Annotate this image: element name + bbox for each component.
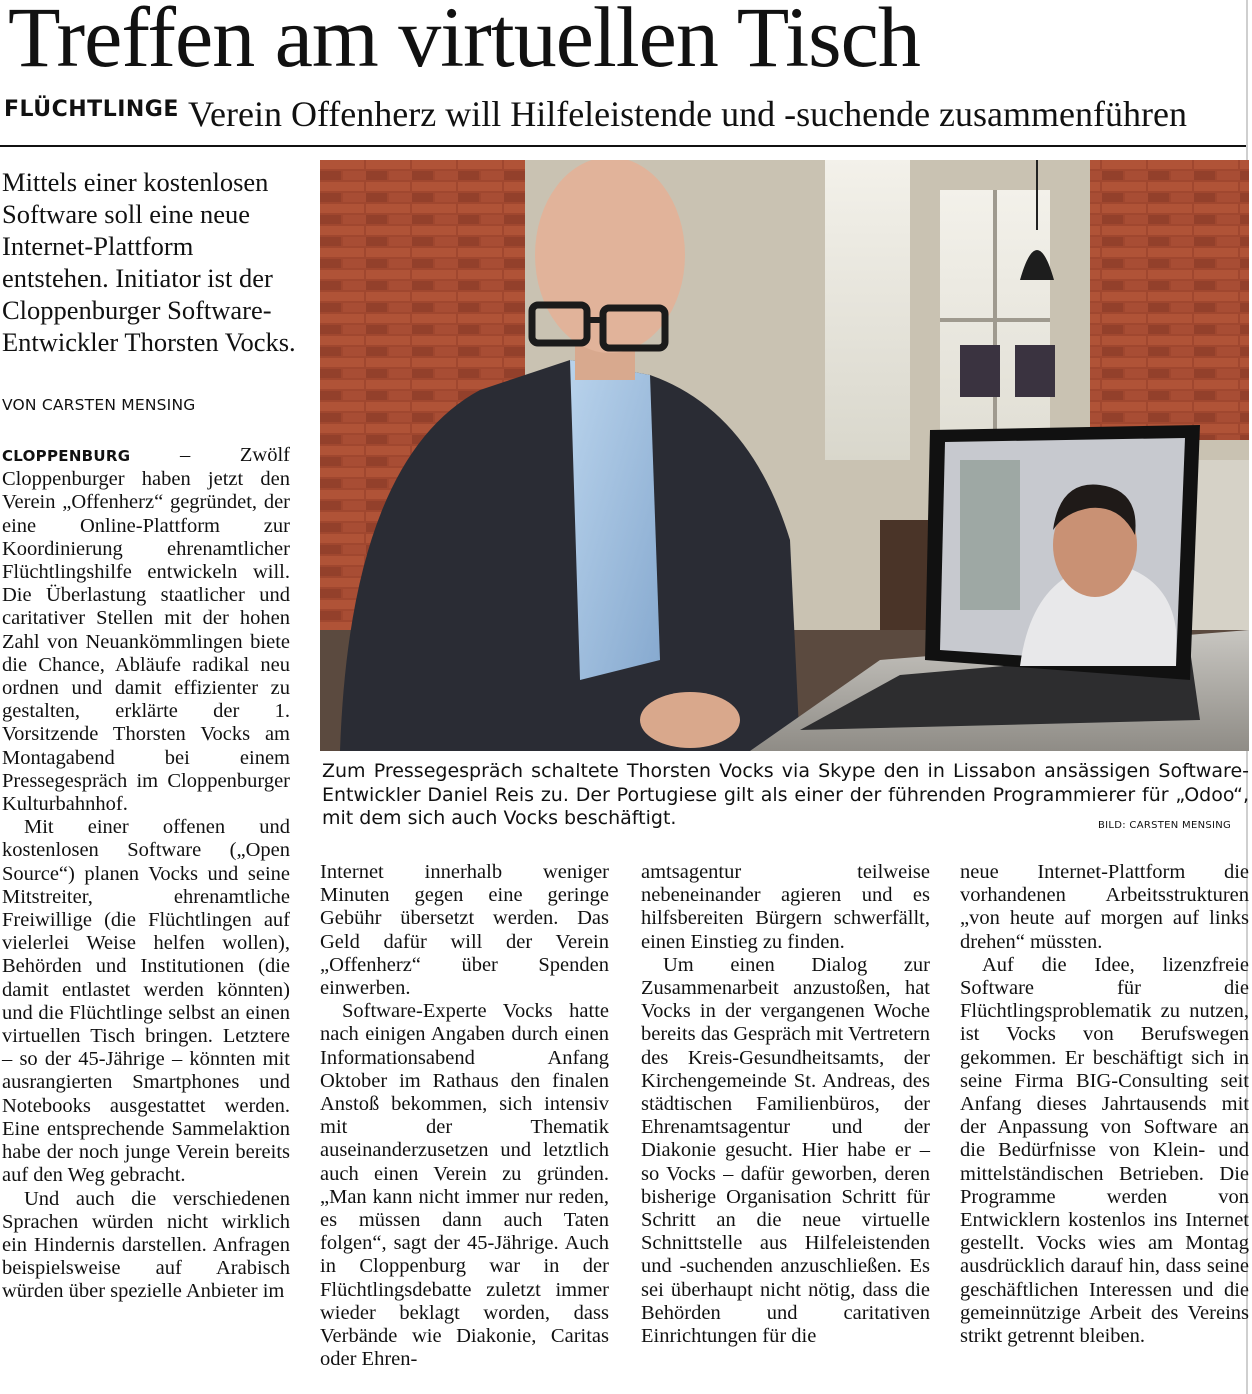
photo-credit: BILD: CARSTEN MENSING [1098,820,1232,831]
paragraph: Mit einer offenen und kostenlosen Software („Open Source“) planen Vocks und seine Mitstreiter, ehrenamtliche Freiwillige (die Flüchtlingen auf vielerlei Weise helfen wollen), Behörden und Institutionen (die damit entlastet werden könnten) und die Flüchtlinge selbst an einen virtuellen Tisch bringen. Letztere – so der 45-Jährige – könnten mit ausrangierten Smartphones und Notebooks ausgestattet werden. Eine entsprechende Sammelaktion habe der noch junge Verein bereits auf den Weg gebracht. [2,816,290,1187]
kicker: FLÜCHTLINGE [4,97,179,122]
headline: Treffen am virtuellen Tisch [8,0,920,85]
paragraph: Auf die Idee, lizenzfreie Software für die Flüchtlingsproblematik zu nutzen, ist Vocks von Berufswegen gekommen. Er beschäftigt sich in seine Firma BIG-Consulting seit Anfang dieses Jahrtausends mit der Anpassung von Software an die Bedürfnisse von Klein- und mittelständischen Betrieben. Die Programme werden von Entwicklern kostenlos ins Internet gestellt. Vocks wies am Montag ausdrücklich darauf hin, dass seine geschäftlichen Interessen und die gemeinnützige Arbeit des Vereins strikt getrennt bleiben. [960,953,1249,1348]
paragraph-text: – Zwölf Cloppenburger haben jetzt den Verein „Offenherz“ gegründet, der eine Online-Plattform zur Koordinierung ehrenamtlicher Flüchtlingshilfe entwickeln will. Die Überlastung staatlicher und caritativer Stellen mit der hohen Zahl von Neuankömmlingen biete die Chance, Abläufe radikal neu ordnen und damit effizienter zu gestalten, erklärte der 1. Vorsitzende Thorsten Vocks am Montagabend bei einem Pressegespräch im Cloppenburger Kulturbahnhof. [2,444,290,816]
header-rule [0,145,1246,147]
paragraph: Um einen Dialog zur Zusammenarbeit anzustoßen, hat Vocks in der vergangenen Woche bereits das Gespräch mit Vertretern des Kreis-Gesundheitsamts, der Kirchengemeinde St. Andreas, des städtischen Familienbüros, der Ehrenamtsagentur und der Diakonie gesucht. Hier habe er – so Vocks – dafür geworben, deren bisherige Organisation Schritt für Schritt an die neue virtuelle Schnittstelle aus Hilfeleistenden und -suchenden anzuschließen. Es sei überhaupt nicht nötig, dass die Behörden und caritativen Einrichtungen für die [641,953,930,1348]
teaser: Mittels einer kostenlosen Software soll eine neue Internet-Plattform entstehen. Initiator ist der Cloppenburger Software-Entwickler Thorsten Vocks. [2,167,296,357]
paragraph: amtsagentur teilweise nebeneinander agieren und es hilfsbereiten Bürgern schwerfällt, einen Einstieg zu finden. [641,861,930,953]
article-photo [320,160,1249,751]
article-column-1 [2,444,290,1304]
paragraph: Und auch die verschiedenen Sprachen würden nicht wirklich ein Hindernis darstellen. Anfragen beispielsweise auf Arabisch würden über spezielle Anbieter im [2,1187,290,1303]
article-column-4 [960,861,1249,1348]
article-column-2 [320,861,609,1371]
paragraph: Internet innerhalb weniger Minuten gegen eine geringe Gebühr übersetzt werden. Das Geld dafür will der Verein „Offenherz“ über Spenden einwerben. [320,861,609,1000]
paragraph: Software-Experte Vocks hatte nach einigen Angaben durch einen Informationsabend Anfang Oktober im Rathaus den finalen Anstoß bekommen, sich intensiv mit der Thematik auseinanderzusetzen und letztlich auch einen Verein zu gründen. „Man kann nicht immer nur reden, es müssen dann auch Taten folgen“, sagt der 45-Jährige. Auch in Cloppenburg war in der Flüchtlingsdebatte zuletzt immer wieder beklagt worden, dass Verbände wie Diakonie, Caritas oder Ehren- [320,1000,609,1371]
dateline: CLOPPENBURG [2,447,131,465]
paragraph [2,444,290,816]
subheadline: Verein Offenherz will Hilfeleistende und -suchende zusammenführen [188,94,1187,134]
paragraph: neue Internet-Plattform die vorhandenen Arbeitsstrukturen „von heute auf morgen auf links drehen“ müssten. [960,861,1249,953]
photo-caption: Zum Pressegespräch schaltete Thorsten Vocks via Skype den in Lissabon ansässigen Software-Entwickler Daniel Reis zu. Der Portugiese gilt als einer der führenden Programmierer für „Odoo“, mit dem sich auch Vocks beschäftigt. [322,760,1249,829]
byline: VON CARSTEN MENSING [2,396,196,414]
article-column-3 [641,861,930,1348]
